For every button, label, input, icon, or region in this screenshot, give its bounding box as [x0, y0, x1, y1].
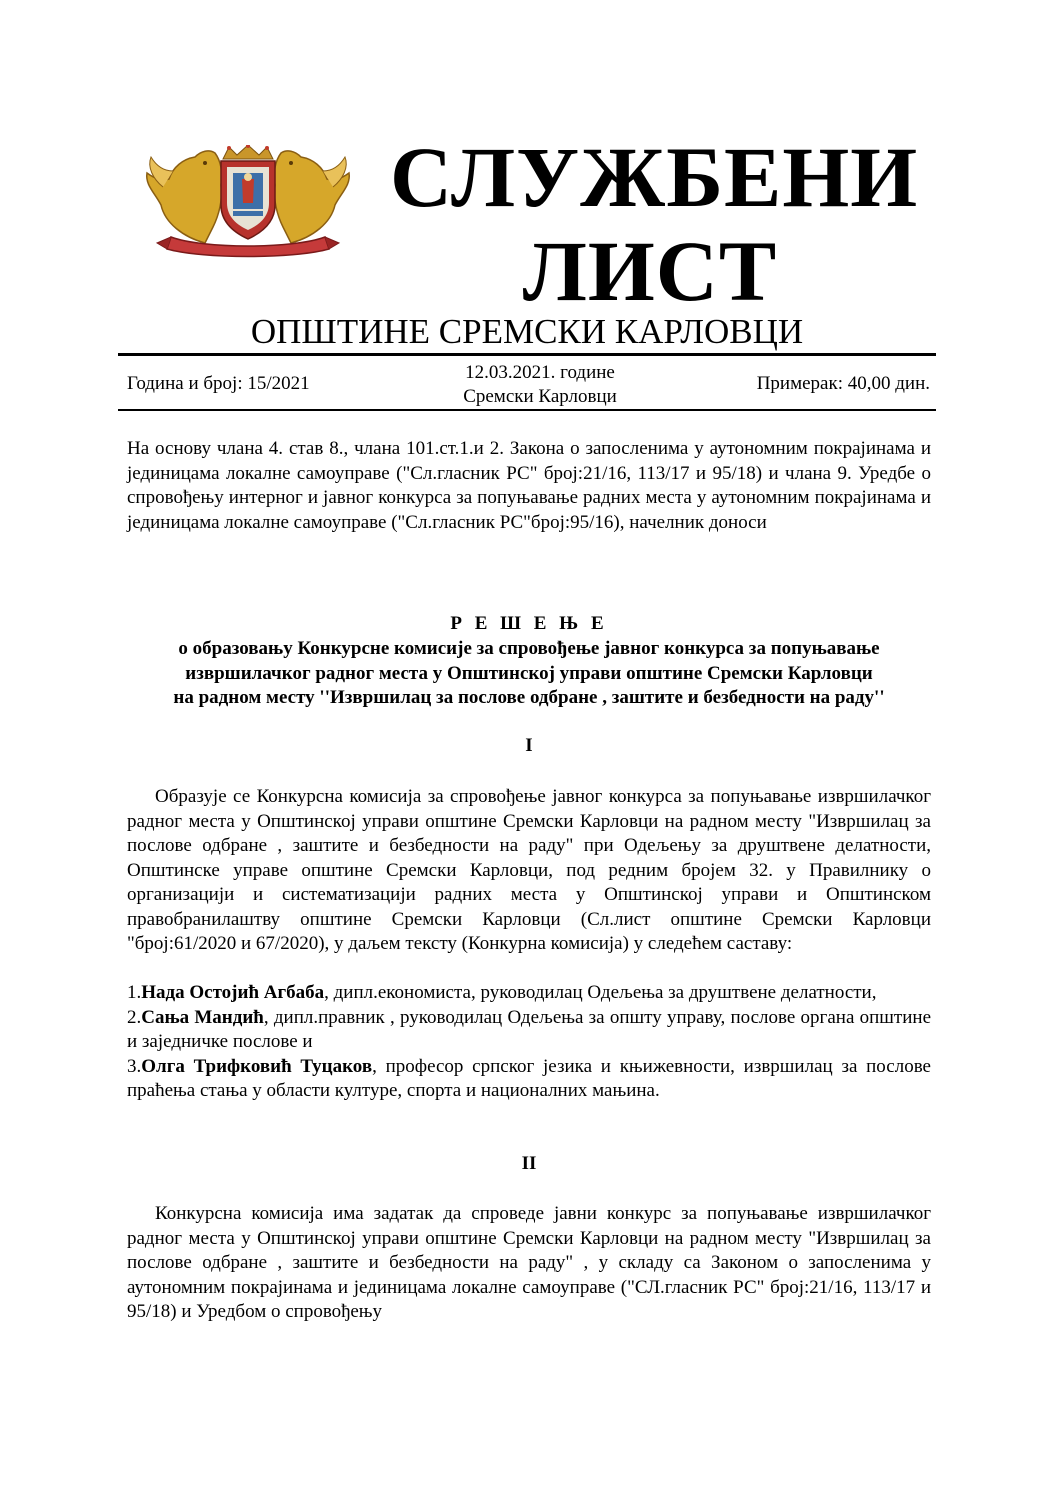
- issue-place: Сремски Карловци: [463, 386, 617, 407]
- commission-member: [127, 981, 931, 1006]
- issue-date-place: [420, 361, 660, 409]
- member-role: , професор српског језика и књижевности, извршилац за послове праћења стања у области културе, спорта и националних мањина.: [127, 1055, 931, 1101]
- masthead-title-line1: СЛУЖБЕНИ: [390, 129, 919, 225]
- header-divider-bottom: [118, 409, 936, 411]
- member-name: Олга Трифковић Туцаков: [141, 1055, 373, 1077]
- member-number: 3.: [127, 1055, 142, 1077]
- masthead-title-line2: ЛИСТ: [522, 223, 778, 319]
- coat-of-arms-logo: [143, 145, 353, 260]
- preamble-paragraph: На основу члана 4. став 8., члана 101.ст.1.и 2. Закона о запосленима у аутономним покрајинама и јединицама локалне самоуправе ("Сл.гласник РС" број:21/16, 113/17 и 95/18) и члана 9. Уредбе о спровођењу интерног и јавног конкурса за попуњавање радних места у аутономним покрајинама и јединицама локалне самоуправе ("Сл.гласник РС"број:95/16), начелник доноси: [127, 438, 931, 533]
- member-name: Сања Мандић: [141, 1006, 264, 1028]
- section2-paragraph: Конкурсна комисија има задатак да спроведе јавни конкурс за попуњавање извршилачког радног места у Општинској управи општине Сремски Карловци на радном месту "Извршилац за послове одбране , заштите и безбедности на раду" , у складу са Законом о запосленима у аутономним покрајинама и јединицама локалне самоуправе ("СЛ.гласник РС" број:21/16, 113/17 и 95/18) и Уредбом о спровођењу: [127, 1203, 931, 1322]
- decision-subtitle-line1: о образовању Конкурсне комисије за спровођење јавног конкурса за попуњавање: [178, 638, 880, 659]
- issue-year-number: Година и број: 15/2021: [127, 373, 310, 394]
- member-role: , дипл.правник , руководилац Одељења за општу управу, послове органа општине и заједничке послове и: [127, 1006, 932, 1052]
- commission-member-list: [127, 981, 931, 1104]
- masthead-subtitle: ОПШТИНЕ СРЕМСКИ КАРЛОВЦИ: [250, 312, 804, 351]
- issue-date: 12.03.2021. године: [465, 362, 615, 383]
- member-role: , дипл.економиста, руководилац Одељења за друштвене делатности,: [324, 982, 877, 1003]
- section-numeral-1: I: [525, 735, 533, 756]
- decision-subtitle-line2: извршилачког радног места у Општинској управи општине Сремски Карловци: [185, 662, 873, 684]
- decision-subtitle: [127, 637, 931, 711]
- section1-paragraph: Образује се Конкурсна комисија за спровођење јавног конкурса за попуњавање извршилачког радног места у Општинској управи општине Сремски Карловци на радном месту "Извршилац за послове одбране , заштите и безбедности на раду" при Одељењу за друштвене делатности, Општинске управе општине Сремски Карловци, под редним бројем 32. у Правилнику о организацији и систематизацији радних места у Општинској управи и Општинском правобранилаштву општине Сремски Карловци (Сл.лист општине Сремски Карловци "број:61/2020 и 67/2020), у даљем тексту (Конкурна комисија) у следећем саставу:: [127, 786, 931, 954]
- commission-member: [127, 1055, 931, 1104]
- header-divider-top: [118, 353, 936, 356]
- issue-price: Примерак: 40,00 дин.: [756, 373, 930, 394]
- decision-title: Р Е Ш Е Њ Е: [450, 613, 608, 634]
- decision-subtitle-line3: на радном месту ''Извршилац за послове одбране , заштите и безбедности на раду'': [173, 687, 885, 708]
- member-number: 2.: [127, 1006, 142, 1028]
- section-numeral-2: II: [521, 1153, 537, 1174]
- member-number: 1.: [127, 982, 142, 1003]
- member-name: Нада Остојић Агбаба: [141, 982, 325, 1003]
- commission-member: [127, 1006, 931, 1055]
